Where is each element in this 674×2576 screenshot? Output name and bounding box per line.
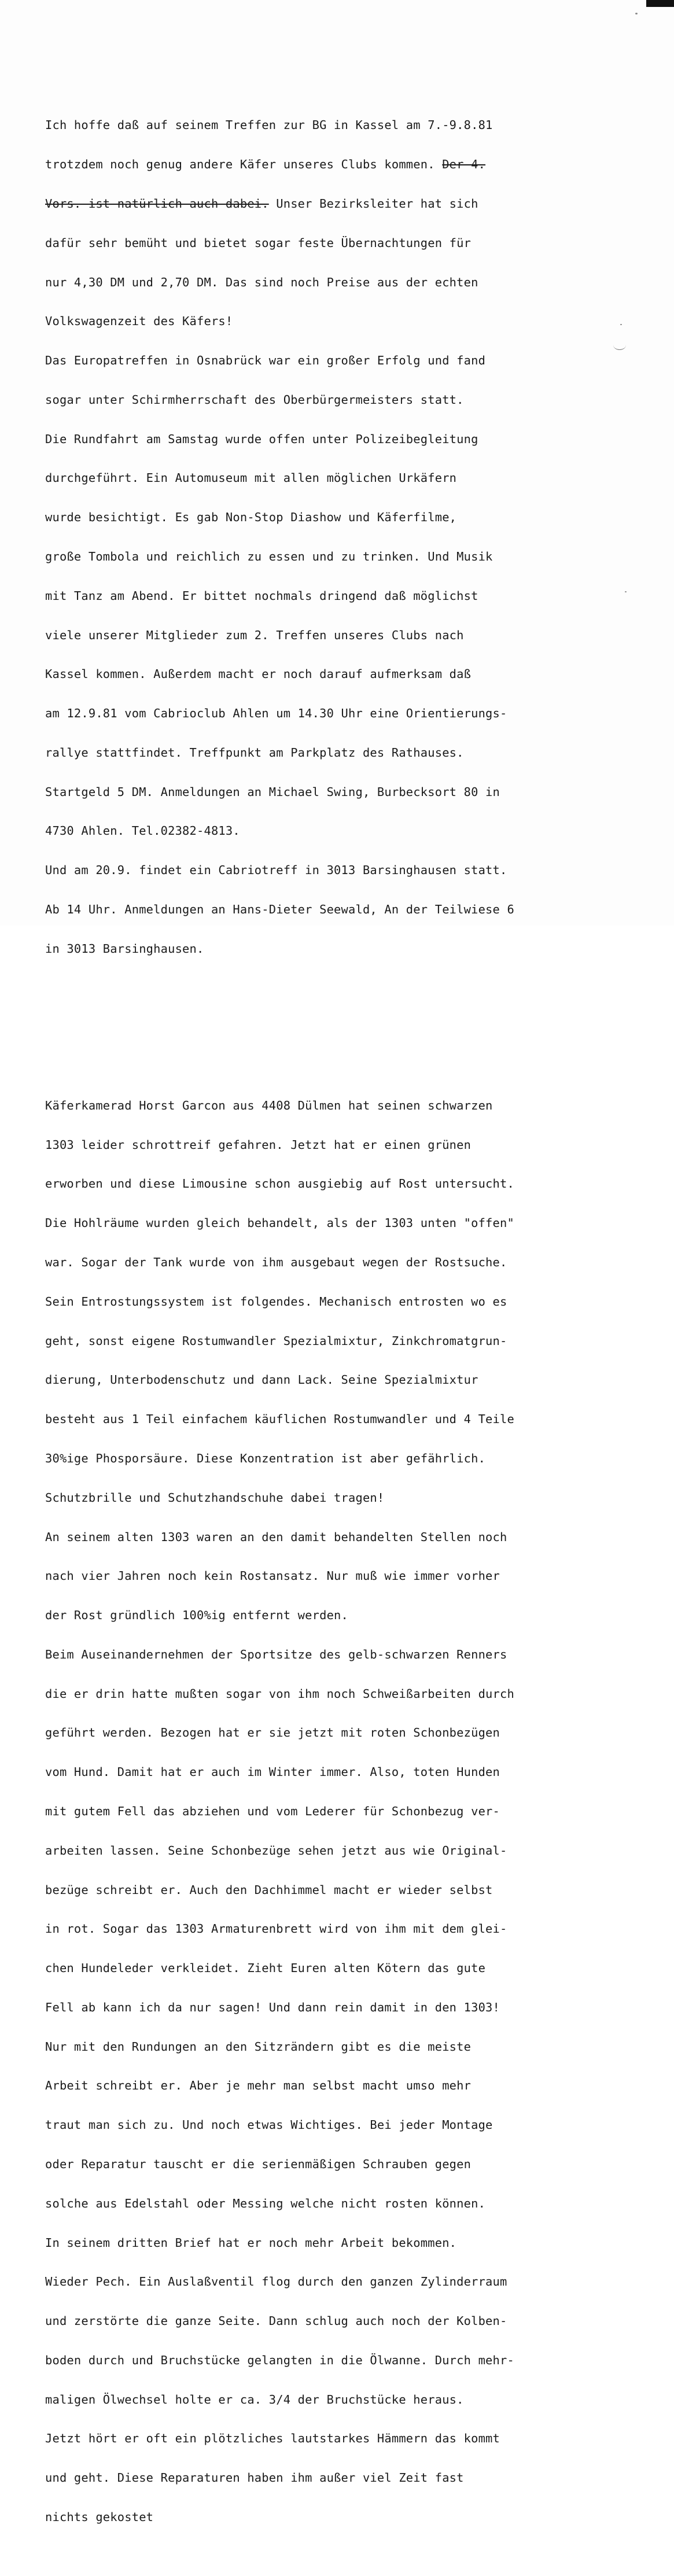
text-line — [45, 197, 629, 211]
text-line: solche aus Edelstahl oder Messing welche nicht rosten können. — [45, 2196, 486, 2210]
text-line: An seinem alten 1303 waren an den damit behandelten Stellen noch — [45, 1530, 507, 1544]
text-line: Und am 20.9. findet ein Cabriotreff in 3013 Barsinghausen statt. — [45, 863, 507, 878]
text-line: 30%ige Phosporsäure. Diese Konzentration ist aber gefährlich. — [45, 1451, 486, 1465]
text-line: boden durch und Bruchstücke gelangten in die Ölwanne. Durch mehr- — [45, 2353, 514, 2367]
text-line: die er drin hatte mußten sogar von ihm noch Schweißarbeiten durch — [45, 1686, 514, 1701]
text-line: viele unserer Mitglieder zum 2. Treffen unseres Clubs nach — [45, 628, 464, 642]
text-line: geführt werden. Bezogen hat er sie jetzt mit roten Schonbezügen — [45, 1726, 500, 1740]
text-line: Volkswagenzeit des Käfers! — [45, 314, 233, 329]
text-line: Das Europatreffen in Osnabrück war ein großer Erfolg und fand — [45, 353, 486, 368]
struck-text: Vors. ist natürlich auch dabei. — [45, 196, 269, 211]
paragraph-1 — [45, 93, 629, 981]
text-line: rallye stattfindet. Treffpunkt am Parkplatz des Rathauses. — [45, 745, 464, 760]
corner-scan-mark — [646, 0, 674, 7]
text-line: geht, sonst eigene Rostumwandler Spezialmixtur, Zinkchromatgrun- — [45, 1333, 507, 1348]
text-line — [45, 158, 629, 171]
scan-speck — [635, 13, 638, 14]
text-line: Startgeld 5 DM. Anmeldungen an Michael Swing, Burbecksort 80 in — [45, 784, 500, 799]
text-line: erworben und diese Limousine schon ausgiebig auf Rost untersucht. — [45, 1177, 514, 1191]
text-line: Schutzbrille und Schutzhandschuhe dabei tragen! — [45, 1490, 385, 1505]
text-line: oder Reparatur tauscht er die serienmäßigen Schrauben gegen — [45, 2157, 472, 2171]
text-line: Ich hoffe daß auf seinem Treffen zur BG in Kassel am 7.-9.8.81 — [45, 118, 493, 132]
text-line: dafür sehr bemüht und bietet sogar feste Übernachtungen für — [45, 235, 472, 250]
text-line: Beim Auseinandernehmen der Sportsitze des gelb-schwarzen Renners — [45, 1647, 507, 1661]
text-line: Nur mit den Rundungen an den Sitzrändern gibt es die meiste — [45, 2039, 472, 2054]
text-line: chen Hundeleder verkleidet. Zieht Euren alten Kötern das gute — [45, 1961, 486, 1976]
text-line: sogar unter Schirmherrschaft des Oberbürgermeisters statt. — [45, 392, 464, 407]
text-line: Wieder Pech. Ein Auslaßventil flog durch den ganzen Zylinderraum — [45, 2275, 507, 2289]
paragraph-2 — [45, 1073, 629, 2550]
text-line: mit gutem Fell das abziehen und vom Lederer für Schonbezug ver- — [45, 1804, 500, 1818]
struck-text: Der 4. — [442, 157, 486, 172]
text-line: nichts gekostet — [45, 2510, 154, 2525]
text-line: dierung, Unterbodenschutz und dann Lack. Seine Spezialmixtur — [45, 1373, 478, 1387]
text-line: nur 4,30 DM und 2,70 DM. Das sind noch Preise aus der echten — [45, 275, 478, 289]
text-segment: trotzdem noch genug andere Käfer unseres Clubs kommen. — [45, 157, 443, 172]
text-line: arbeiten lassen. Seine Schonbezüge sehen jetzt aus wie Original- — [45, 1843, 507, 1858]
text-line: besteht aus 1 Teil einfachem käuflichen Rostumwandler und 4 Teile — [45, 1412, 514, 1427]
text-line: Jetzt hört er oft ein plötzliches lautstarkes Hämmern das kommt — [45, 2431, 500, 2446]
text-line: Käferkamerad Horst Garcon aus 4408 Dülmen hat seinen schwarzen — [45, 1098, 493, 1112]
text-line: 4730 Ahlen. Tel.02382-4813. — [45, 824, 240, 838]
text-line: Kassel kommen. Außerdem macht er noch darauf aufmerksam daß — [45, 667, 472, 681]
text-line: vom Hund. Damit hat er auch im Winter immer. Also, toten Hunden — [45, 1765, 500, 1779]
text-line: mit Tanz am Abend. Er bittet nochmals dringend daß möglichst — [45, 588, 478, 603]
text-line: Ab 14 Uhr. Anmeldungen an Hans-Dieter Seewald, An der Teilwiese 6 — [45, 902, 514, 916]
paragraph-gap — [45, 1020, 629, 1034]
letter-body — [45, 67, 629, 2576]
text-line: In seinem dritten Brief hat er noch mehr Arbeit bekommen. — [45, 2235, 457, 2250]
text-line: Arbeit schreibt er. Aber je mehr man selbst macht umso mehr — [45, 2079, 472, 2093]
text-segment: Unser Bezirksleiter hat sich — [268, 196, 478, 211]
text-line: bezüge schreibt er. Auch den Dachhimmel macht er wieder selbst — [45, 1882, 493, 1897]
text-line: Die Rundfahrt am Samstag wurde offen unter Polizeibegleitung — [45, 432, 478, 446]
text-line: in rot. Sogar das 1303 Armaturenbrett wird von ihm mit dem glei- — [45, 1922, 507, 1936]
text-line: 1303 leider schrottreif gefahren. Jetzt hat er einen grünen — [45, 1137, 472, 1152]
text-line: Sein Entrostungssystem ist folgendes. Mechanisch entrosten wo es — [45, 1294, 507, 1309]
text-line: der Rost gründlich 100%ig entfernt werden. — [45, 1608, 349, 1623]
text-line: und zerstörte die ganze Seite. Dann schlug auch noch der Kolben- — [45, 2314, 507, 2328]
text-line: wurde besichtigt. Es gab Non-Stop Diashow und Käferfilme, — [45, 510, 457, 525]
text-line: Fell ab kann ich da nur sagen! Und dann rein damit in den 1303! — [45, 2000, 500, 2014]
text-line: am 12.9.81 vom Cabrioclub Ahlen um 14.30 Uhr eine Orientierungs- — [45, 706, 507, 721]
text-line: war. Sogar der Tank wurde von ihm ausgebaut wegen der Rostsuche. — [45, 1255, 507, 1270]
text-line: maligen Ölwechsel holte er ca. 3/4 der Bruchstücke heraus. — [45, 2392, 464, 2407]
text-line: Die Hohlräume wurden gleich behandelt, als der 1303 unten "offen" — [45, 1216, 514, 1230]
text-line: große Tombola und reichlich zu essen und zu trinken. Und Musik — [45, 549, 493, 563]
text-line: traut man sich zu. Und noch etwas Wichtiges. Bei jeder Montage — [45, 2118, 493, 2132]
text-line: nach vier Jahren noch kein Rostansatz. Nur muß wie immer vorher — [45, 1569, 500, 1583]
text-line: in 3013 Barsinghausen. — [45, 941, 204, 956]
text-line: durchgeführt. Ein Automuseum mit allen möglichen Urkäfern — [45, 471, 457, 485]
text-line: und geht. Diese Reparaturen haben ihm außer viel Zeit fast — [45, 2471, 464, 2485]
